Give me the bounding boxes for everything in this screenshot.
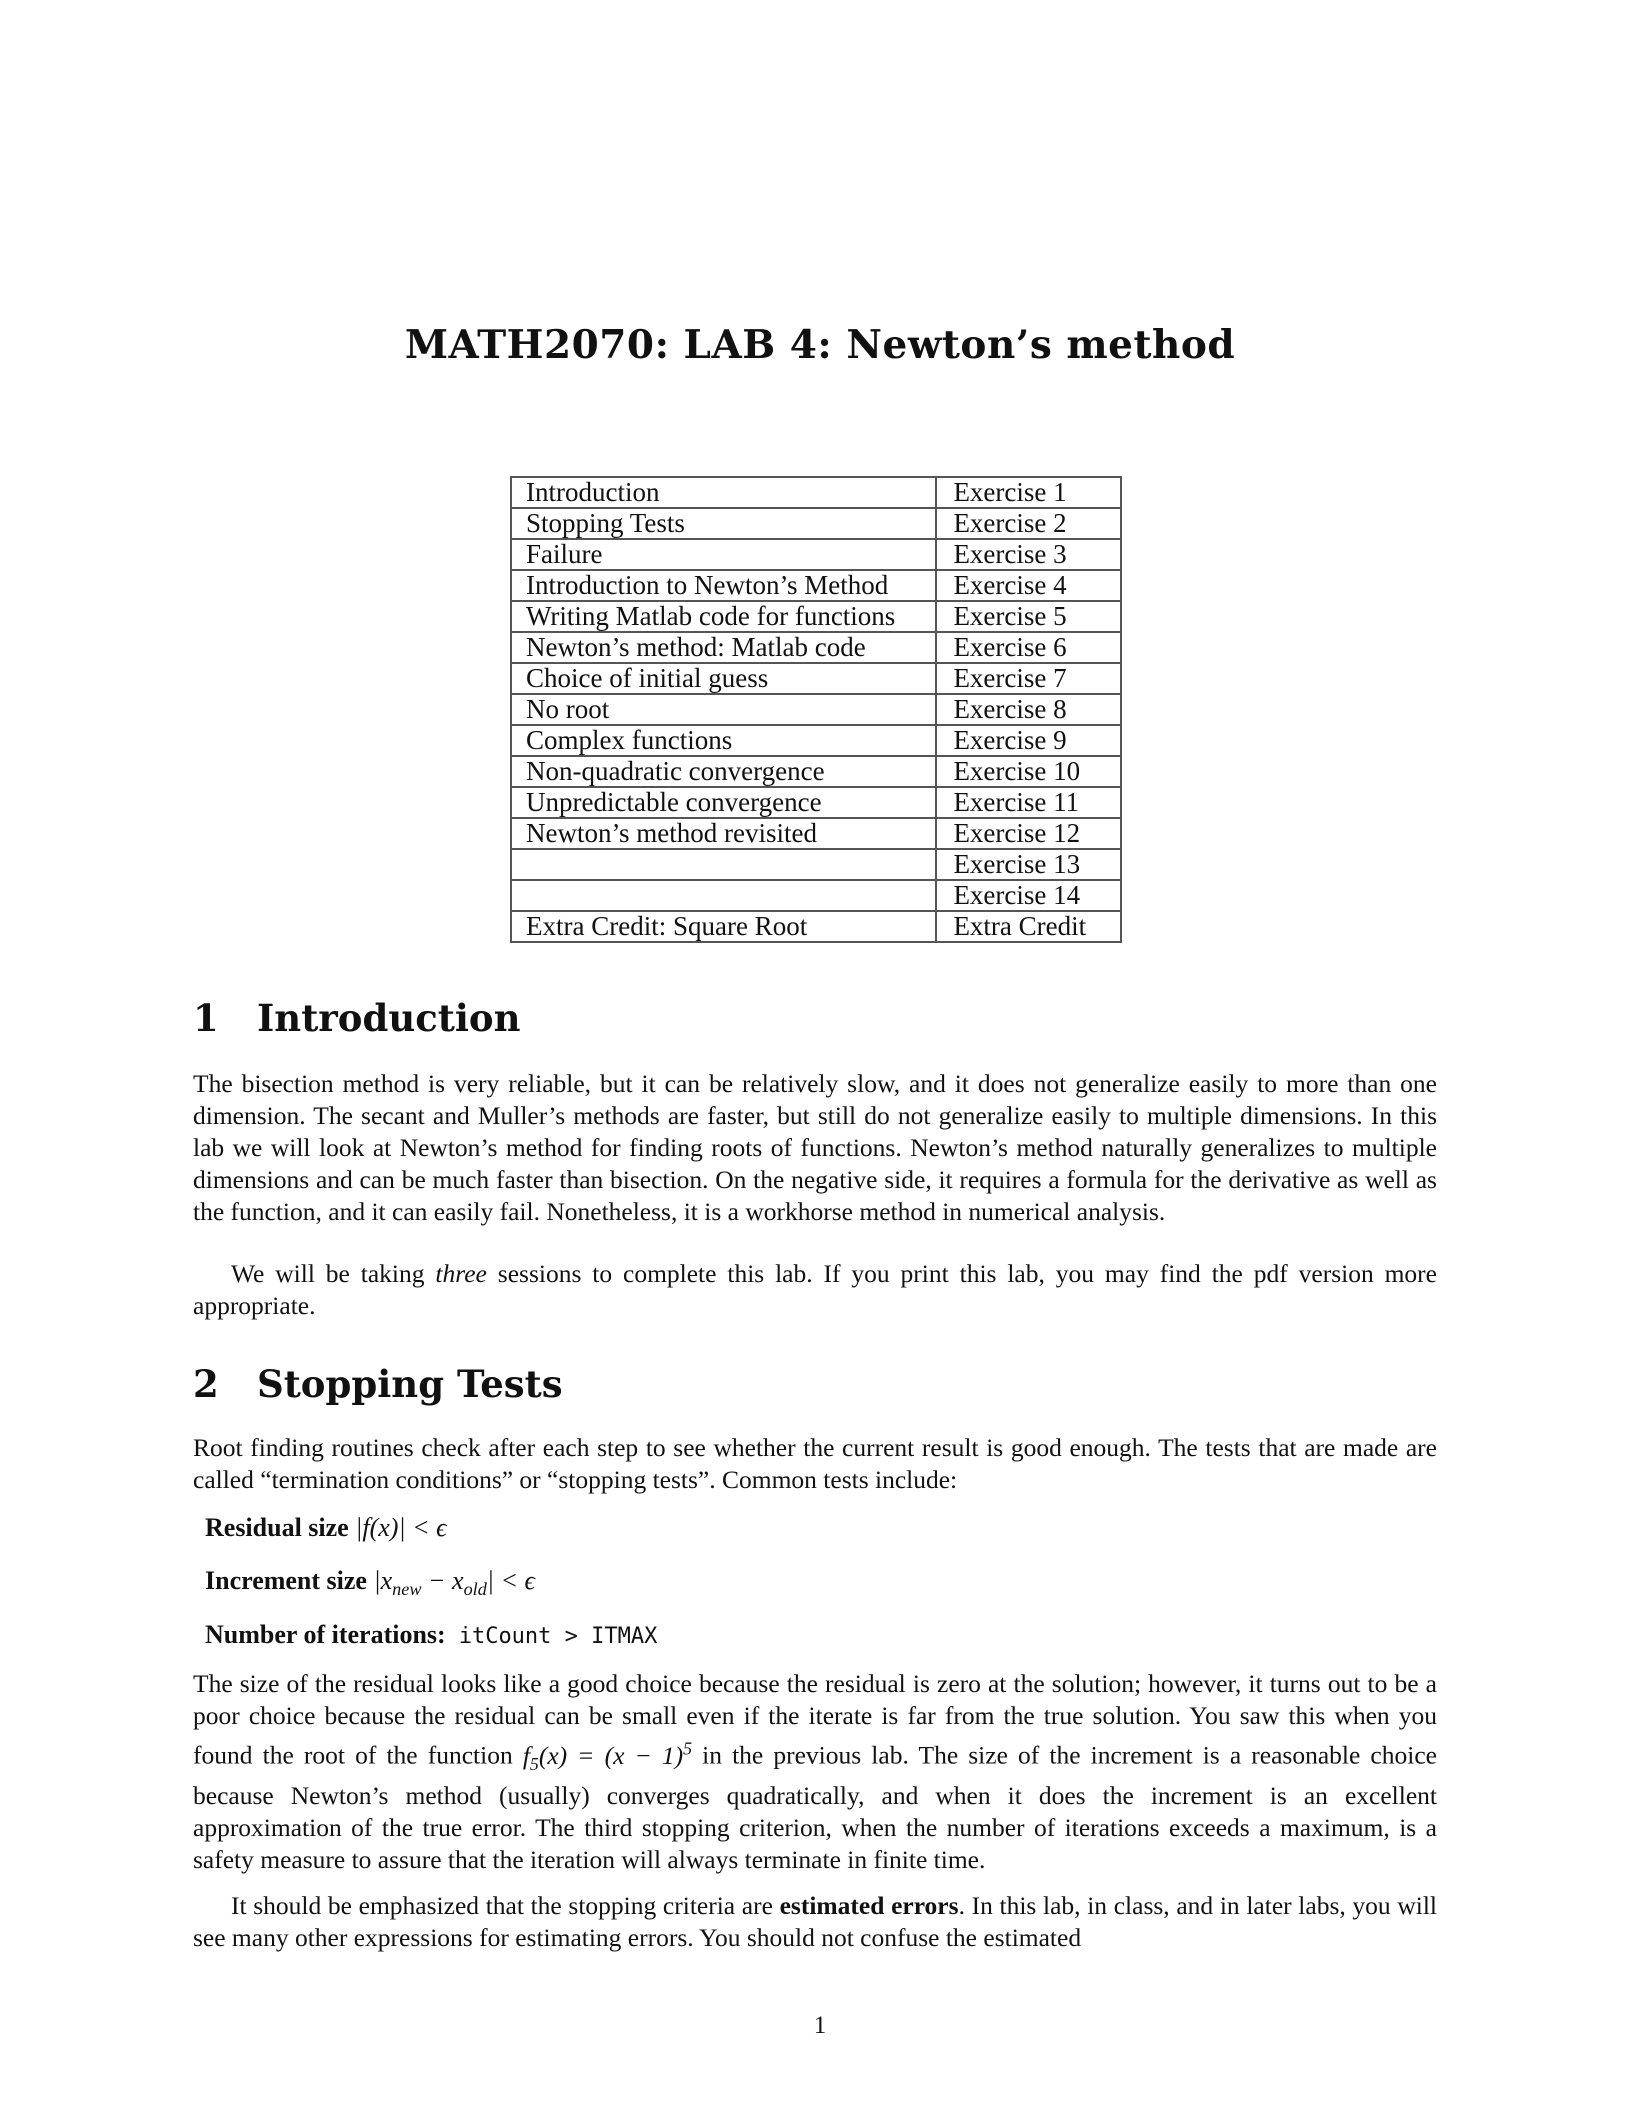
toc-exercise-link[interactable]: Extra Credit <box>936 911 1121 942</box>
toc-row <box>511 477 1121 508</box>
intro-p2-after: sessions to complete this lab. If you print this lab, you may find the pdf version more appropriate. <box>193 1259 1437 1320</box>
toc-row <box>511 539 1121 570</box>
p3-text: It should be emphasized that the stopping criteria are <box>231 1891 780 1920</box>
p2-text: The size of the residual looks like a good choice because the residual is zero at the solution; however, it turns out to be a poor choice because the residual can be small even if the iterate is far from the true solution. You saw this when you found the root of the function <box>193 1669 1437 1770</box>
test-label: Increment size <box>205 1566 367 1595</box>
expr-part: |x <box>373 1566 393 1595</box>
document-title: MATH2070: LAB 4: Newton’s method <box>404 322 1236 368</box>
stopping-paragraph-1: Root finding routines check after each step to see whether the current result is good enough. The tests that are made are called “termination conditions” or “stopping tests”. Common tests include: <box>193 1433 1437 1494</box>
toc-section-link <box>511 849 936 880</box>
math-mid: (x) = (x − 1) <box>538 1740 684 1770</box>
toc-section-link[interactable]: Unpredictable convergence <box>511 787 936 818</box>
toc-section-link[interactable]: Newton’s method: Matlab code <box>511 632 936 663</box>
toc-exercise-link[interactable]: Exercise 5 <box>936 601 1121 632</box>
test-residual-size <box>205 1513 447 1543</box>
toc-exercise-link[interactable]: Exercise 10 <box>936 756 1121 787</box>
page-number: 1 <box>813 2012 827 2039</box>
intro-p2-emphasis: three <box>435 1259 487 1288</box>
math-superscript: 5 <box>683 1738 693 1758</box>
toc-row <box>511 818 1121 849</box>
toc-row <box>511 911 1121 942</box>
section-number: 1 <box>193 996 219 1040</box>
math-f: f <box>522 1740 530 1770</box>
toc-exercise-link[interactable]: Exercise 4 <box>936 570 1121 601</box>
toc-exercise-link[interactable]: Exercise 12 <box>936 818 1121 849</box>
toc-exercise-link[interactable]: Exercise 13 <box>936 849 1121 880</box>
expr-subscript-new: new <box>392 1579 422 1600</box>
toc-section-link[interactable]: Non-quadratic convergence <box>511 756 936 787</box>
toc-section-link[interactable]: Failure <box>511 539 936 570</box>
section-title: Introduction <box>257 996 521 1040</box>
stopping-paragraph-2 <box>193 1668 1437 1876</box>
toc-exercise-link[interactable]: Exercise 14 <box>936 880 1121 911</box>
toc-section-link[interactable]: No root <box>511 694 936 725</box>
toc-section-link[interactable]: Extra Credit: Square Root <box>511 911 936 942</box>
intro-p2-before: We will be taking <box>231 1259 436 1288</box>
intro-paragraph-2 <box>193 1258 1437 1322</box>
test-number-of-iterations <box>205 1620 657 1650</box>
toc-section-link[interactable]: Choice of initial guess <box>511 663 936 694</box>
math-subscript: 5 <box>529 1753 539 1774</box>
toc-row <box>511 694 1121 725</box>
toc-row <box>511 663 1121 694</box>
toc-row <box>511 756 1121 787</box>
toc-exercise-link[interactable]: Exercise 1 <box>936 477 1121 508</box>
toc-row <box>511 880 1121 911</box>
expr-part: | < ϵ <box>486 1566 535 1595</box>
toc-exercise-link[interactable]: Exercise 8 <box>936 694 1121 725</box>
expr-subscript-old: old <box>463 1579 487 1600</box>
toc-exercise-link[interactable]: Exercise 7 <box>936 663 1121 694</box>
test-label: Residual size <box>205 1513 349 1542</box>
toc-row <box>511 849 1121 880</box>
p2-text: in the previous lab. The size of the increment is a reasonable choice because Newton’s method (usually) converges quadratically, and when it does the increment is an excellent approximation of the true error. The third stopping criterion, when the number of iterations exceeds a maximum, is a safety measure to assure that the iteration will always terminate in finite time. <box>193 1740 1437 1874</box>
toc-section-link <box>511 880 936 911</box>
expr-part: − x <box>421 1566 464 1595</box>
toc-row <box>511 725 1121 756</box>
section-heading-introduction <box>193 996 521 1040</box>
section-title: Stopping Tests <box>257 1362 563 1406</box>
p3-bold: estimated errors <box>779 1891 959 1920</box>
toc-exercise-link[interactable]: Exercise 2 <box>936 508 1121 539</box>
test-code: itCount > ITMAX <box>458 1624 658 1649</box>
stopping-paragraph-3 <box>193 1890 1437 1954</box>
toc-section-link[interactable]: Complex functions <box>511 725 936 756</box>
toc-exercise-link[interactable]: Exercise 9 <box>936 725 1121 756</box>
toc-row <box>511 601 1121 632</box>
toc-exercise-link[interactable]: Exercise 6 <box>936 632 1121 663</box>
toc-exercise-link[interactable]: Exercise 3 <box>936 539 1121 570</box>
test-expression: |f(x)| < ϵ <box>355 1513 447 1542</box>
toc-body <box>511 477 1121 942</box>
p3-text: . In this lab, in class, and in later labs, you will see many other expressions for estimating errors. You should not confuse the estimated <box>193 1891 1437 1952</box>
toc-section-link[interactable]: Stopping Tests <box>511 508 936 539</box>
toc-section-link[interactable]: Newton’s method revisited <box>511 818 936 849</box>
test-increment-size <box>205 1566 535 1600</box>
test-expression <box>373 1566 535 1600</box>
toc-exercise-link[interactable]: Exercise 11 <box>936 787 1121 818</box>
toc-section-link[interactable]: Introduction <box>511 477 936 508</box>
section-number: 2 <box>193 1362 219 1406</box>
test-label: Number of iterations: <box>205 1620 446 1649</box>
intro-paragraph-1: The bisection method is very reliable, but it can be relatively slow, and it does not generalize easily to more than one dimension. The secant and Muller’s methods are faster, but still do not generalize easily to multiple dimensions. In this lab we will look at Newton’s method for finding roots of functions. Newton’s method naturally generalizes to multiple dimensions and can be much faster than bisection. On the negative side, it requires a formula for the derivative as well as the function, and it can easily fail. Nonetheless, it is a workhorse method in numerical analysis. <box>193 1069 1437 1226</box>
table-of-contents <box>510 476 1122 943</box>
toc-row <box>511 508 1121 539</box>
toc-row <box>511 787 1121 818</box>
section-heading-stopping-tests <box>193 1362 563 1406</box>
toc-row <box>511 632 1121 663</box>
inline-math-f5 <box>522 1738 693 1774</box>
toc-section-link[interactable]: Writing Matlab code for functions <box>511 601 936 632</box>
toc-row <box>511 570 1121 601</box>
toc-section-link[interactable]: Introduction to Newton’s Method <box>511 570 936 601</box>
